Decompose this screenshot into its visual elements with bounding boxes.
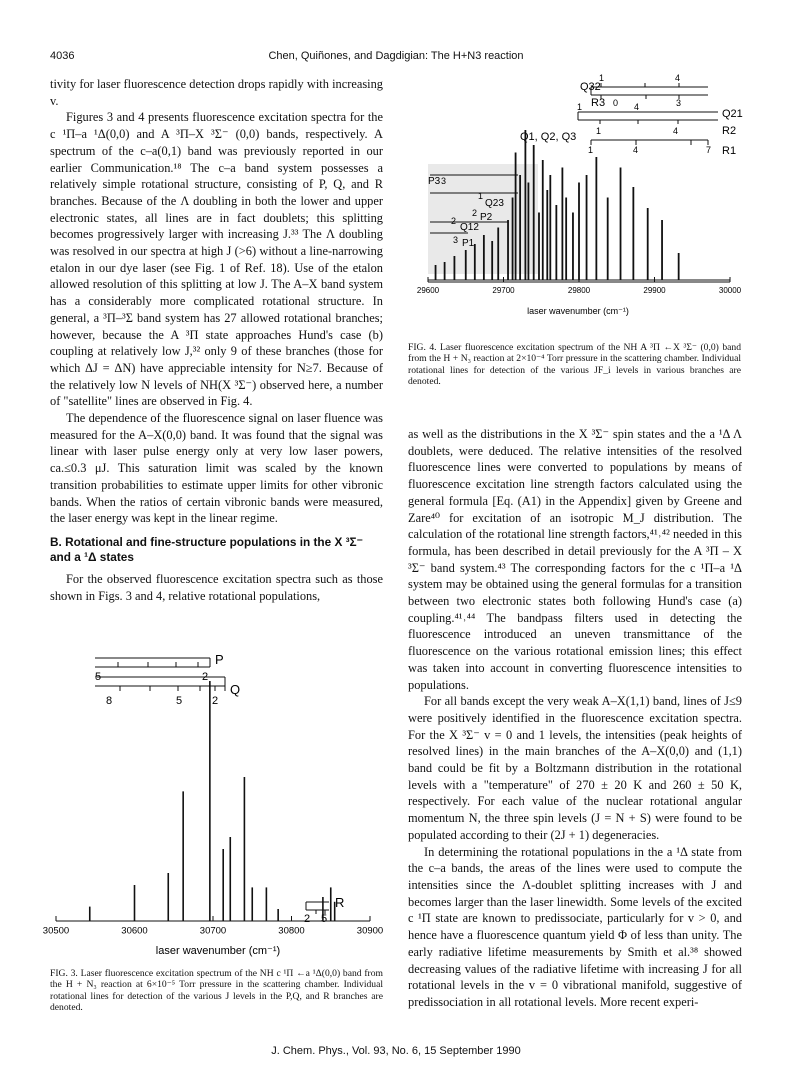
page-number: 4036 <box>50 50 75 62</box>
branch-label: R1 <box>722 145 737 157</box>
x-tick-label: 29900 <box>643 286 666 295</box>
branch-label: R3 <box>591 97 606 109</box>
running-title: Chen, Quiñones, and Dagdigian: The H+N3 reaction <box>268 50 524 62</box>
ladder-number: 4 <box>675 73 681 83</box>
x-tick-label: 30800 <box>278 925 305 937</box>
branch-number: 2 <box>212 695 219 707</box>
left-column <box>50 76 383 604</box>
right-column <box>408 426 742 1011</box>
ladder-number: 1 <box>588 145 594 155</box>
branch-label: Q1, Q2, Q3 <box>520 131 577 143</box>
branch-number: 5 <box>321 913 328 925</box>
branch-label: P2 <box>480 212 493 223</box>
branch-label: R2 <box>722 125 737 137</box>
ladder-number: 1 <box>599 73 605 83</box>
ladder-number: 1 <box>577 102 583 112</box>
spectrum-lines <box>90 681 335 921</box>
branch-label: Q12 <box>460 222 479 233</box>
paragraph: In determining the rotational populations in the a ¹Δ state from the c–a bands, the areas of the lines were used to compute the intensities since the Λ-doublet splitting increases with J and becomes larger than the laser linewidth. Some levels of the excited c ¹Π state are known to predissociate, particularly for v > 0, and hence have a fluorescence quantum yield Φ of less than unity. The early radiative lifetime measurements by Smith et al.³⁸ showed decreasing values of the radiative lifetime with increasing J for all rotational levels in the v = 0 vibrational manifold, suggestive of predissociation in all rotational levels. More recent experi- <box>408 844 742 1009</box>
x-tick-label: 30900 <box>356 925 384 937</box>
branch-label: Q21 <box>722 108 743 120</box>
x-tick-label: 30700 <box>199 925 227 937</box>
journal-footer: J. Chem. Phys., Vol. 93, No. 6, 15 September 1990 <box>271 1045 521 1057</box>
branch-number: 2 <box>202 671 209 683</box>
branch-label: Q32 <box>580 81 601 93</box>
ladder-number: 1 <box>596 126 602 136</box>
branch-label: Q23 <box>485 198 504 209</box>
branch-number: 2 <box>304 913 311 925</box>
ladder-number: 2 <box>451 216 457 226</box>
x-tick-label: 29800 <box>567 286 591 295</box>
branch-label: P3 <box>428 176 441 187</box>
ladder-number: 2 <box>472 208 478 218</box>
x-axis <box>43 916 383 937</box>
x-tick-label: 29600 <box>416 286 440 295</box>
branch-p-ladder <box>95 652 224 683</box>
branch-number: 8 <box>106 695 113 707</box>
branch-label: P1 <box>462 238 475 249</box>
ladder-number: 3 <box>453 235 459 245</box>
x-tick-label: 30500 <box>42 925 70 937</box>
x-axis <box>417 277 742 295</box>
branch-number: 5 <box>95 671 102 683</box>
figure-3-spectrum <box>42 648 386 962</box>
ladder-number: 3 <box>676 98 682 108</box>
x-tick-label: 30000 <box>718 286 742 295</box>
x-axis-label: laser wavenumber (cm⁻¹) <box>155 945 281 957</box>
figure-4-spectrum <box>408 72 744 322</box>
ladder-number: 3 <box>441 176 447 186</box>
branch-label: R <box>335 895 345 910</box>
x-tick-label: 29700 <box>492 286 515 295</box>
figure-4-caption: FIG. 4. Laser fluorescence excitation spectrum of the NH A ³Π ←X ³Σ⁻ (0,0) band from the H + N₃ reaction at 2×10⁻⁴ Torr pressure in the scattering chamber. Individual rotational lines for detection of the various JF_i levels in various branches are denoted. <box>408 342 741 388</box>
section-heading: B. Rotational and fine-structure populations in the X ³Σ⁻ and a ¹Δ states <box>50 534 363 564</box>
paragraph: The dependence of the fluorescence signal on laser fluence was measured for the A–X(0,0) band. It was found that the signal was linear with laser pulse energy only at very low laser powers, ca.≤0.3 μJ. This saturation limit was scaled by the known transition probabilities to estimate upper limits for other vibronic bands. When the ratios of certain vibronic bands were measured, the laser energy was kept in the linear regime. <box>50 411 383 526</box>
paragraph: as well as the distributions in the X ³Σ⁻ spin states and the a ¹Δ Λ doublets, were deduced. The relative intensities of the resolved fluorescence lines were converted to populations by means of fluorescence excitation line strength factors calculated using the general formula [Eq. (A1) in the Appendix] given by Greene and Zare⁴⁰ for excitation of an isotropic M_J distribution. The calculation of the rotational line strength factors,⁴¹˒⁴² needed in this formula, has been described in detail previously for the A ³Π – X ³Σ⁻ band system.⁴³ The corresponding factors for the c ¹Π–a ¹Δ system may be obtained using the general formulas for a transition between two electronic states both following Hund's case (a) coupling.⁴¹˒⁴⁴ The bandpass filters used in detecting the fluorescence introduced an uneven transmittance of the fluorescence on the various rotational emission lines; this effect was taken into account in converting fluorescence intensities to populations. <box>408 427 742 692</box>
ladder-number: 1 <box>478 191 484 201</box>
paragraph: For the observed fluorescence excitation spectra such as those shown in Figs. 3 and 4, relative rotational populations, <box>50 571 383 603</box>
x-axis-label: laser wavenumber (cm⁻¹) <box>527 306 629 316</box>
ladder-number: 4 <box>633 145 639 155</box>
x-tick-label: 30600 <box>121 925 148 937</box>
branch-number: 5 <box>176 695 183 707</box>
paragraph: For all bands except the very weak A–X(1,1) band, lines of J≤9 were positively identified in the fluorescence excitation spectra. For the X ³Σ⁻ v = 0 and 1 levels, the intensities (peak heights of resolved lines) in the main branches of the A–X(0,0) and (1,1) band could be fit by a Boltzmann distribution in the rotational levels with a "temperature" of 270 ± 20 K and 260 ± 50 K, respectively. For each value of the nuclear rotational angular momentum N, the three spin levels (J = N + S) were found to be populated according to their (2J + 1) degeneracies. <box>408 694 742 842</box>
paragraph: Figures 3 and 4 presents fluorescence excitation spectra for the c ¹Π–a ¹Δ(0,0) and A ³Π–X ³Σ⁻ (0,0) bands, respectively. A spectrum of the c–a(0,1) band was previously reported in our earlier Communication.¹⁸ The c–a band system possesses a relatively simple rotational structure, consisting of P, Q, and R branches. Because of the Λ doubling in both the lower and upper electronic states, all lines are in fact doublets; this splitting becomes progressively larger with increasing J.³³ The Λ doubling was resolved in our spectra at high J (>6) without a line-narrowing etalon in our dye laser (see Fig. 1 of Ref. 18). Use of the etalon allowed resolution of this splitting at low J. The A–X band system has a considerably more complicated rotational structure. In general, a ³Π–³Σ band system has 27 allowed rotational branches; however, because the A ³Π state approaches Hund's case (b) coupling at relatively low J,³² only 9 of these branches (those for which ΔJ = ΔN) have appreciable intensity for N≥7. Because of the relatively low N levels of NH(X ³Σ⁻) observed here, a number of "satellite" lines are observed in Fig. 4. <box>50 110 383 409</box>
ladder-number: 4 <box>673 126 679 136</box>
branch-label: Q <box>230 682 241 697</box>
ladder-number: 7 <box>706 145 712 155</box>
ladder-number: 4 <box>634 102 640 112</box>
paragraph: tivity for laser fluorescence detection drops rapidly with increasing v. <box>50 77 383 108</box>
branch-ladders <box>520 73 743 157</box>
figure-3-caption: FIG. 3. Laser fluorescence excitation spectrum of the NH c ¹Π ←a ¹Δ(0,0) band from the H + N₃ reaction at 6×10⁻⁵ Torr pressure in the scattering chamber. Individual rotational lines for detection of the various J levels in the P,Q, and R branches are denoted. <box>50 968 383 1014</box>
branch-q-ladder <box>95 677 240 707</box>
branch-label: P <box>215 652 224 667</box>
ladder-number: 0 <box>613 98 619 108</box>
